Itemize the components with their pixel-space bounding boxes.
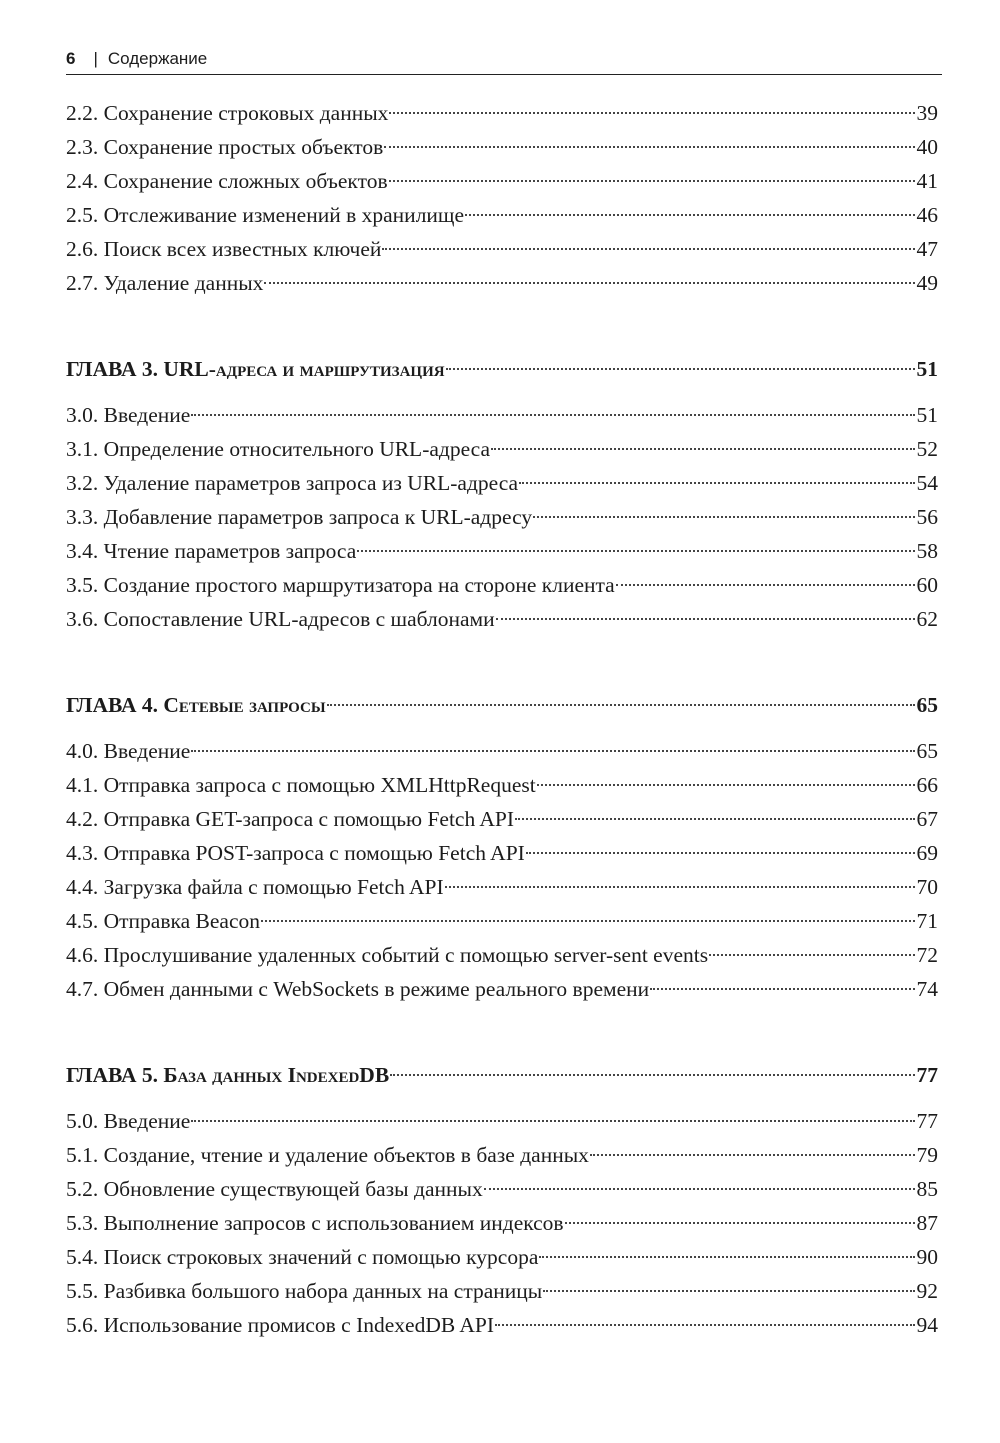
entry-title: 4.5. Отправка Beacon: [66, 909, 261, 933]
spacer: [66, 1092, 938, 1104]
entry-title: 2.4. Сохранение сложных объектов: [66, 169, 388, 193]
entry-title: 3.6. Сопоставление URL-адресов с шаблонами: [66, 607, 495, 631]
entry-page-number: 39: [916, 101, 938, 125]
chapter-heading[interactable]: [66, 1058, 938, 1092]
entry-page-number: 46: [916, 203, 938, 227]
toc-entry[interactable]: [66, 398, 938, 432]
dot-leader: [445, 886, 915, 888]
toc-entry[interactable]: [66, 904, 938, 938]
entry-title: 3.2. Удаление параметров запроса из URL-адреса: [66, 471, 519, 495]
dot-leader: [537, 784, 915, 786]
entry-title: 3.5. Создание простого маршрутизатора на стороне клиента: [66, 573, 615, 597]
dot-leader: [526, 852, 915, 854]
entry-page-number: 92: [916, 1279, 938, 1303]
entry-page-number: 47: [916, 237, 938, 261]
dot-leader: [390, 1074, 914, 1076]
entry-page-number: 52: [916, 437, 938, 461]
entry-page-number: 41: [916, 169, 938, 193]
dot-leader: [543, 1290, 914, 1292]
entry-page-number: 51: [916, 403, 938, 427]
entry-title: 3.1. Определение относительного URL-адреса: [66, 437, 491, 461]
entry-title: 4.1. Отправка запроса с помощью XMLHttpRequest: [66, 773, 536, 797]
toc-entry[interactable]: [66, 1138, 938, 1172]
entry-title: 4.6. Прослушивание удаленных событий с помощью server-sent events: [66, 943, 709, 967]
chapter-name: URL-адреса и маршрутизация: [163, 357, 445, 381]
dot-leader: [327, 704, 915, 706]
entry-page-number: 49: [916, 271, 938, 295]
dot-leader: [384, 146, 914, 148]
toc-entry[interactable]: [66, 164, 938, 198]
dot-leader: [565, 1222, 915, 1224]
toc-entry[interactable]: [66, 938, 938, 972]
dot-leader: [382, 248, 914, 250]
entry-page-number: 70: [916, 875, 938, 899]
dot-leader: [495, 1324, 914, 1326]
dot-leader: [590, 1154, 915, 1156]
dot-leader: [389, 112, 914, 114]
dot-leader: [539, 1256, 914, 1258]
toc-entry[interactable]: [66, 734, 938, 768]
toc-entry[interactable]: [66, 1206, 938, 1240]
toc-entry[interactable]: [66, 500, 938, 534]
toc-entry[interactable]: [66, 1274, 938, 1308]
spacer: [66, 722, 938, 734]
entry-title: 3.3. Добавление параметров запроса к URL-адресу: [66, 505, 533, 529]
entry-title: 5.3. Выполнение запросов с использованием индексов: [66, 1211, 564, 1235]
toc-entry[interactable]: [66, 130, 938, 164]
toc-block: [66, 96, 938, 300]
toc-entry[interactable]: [66, 1104, 938, 1138]
page-number: 6: [66, 49, 76, 68]
chapter-prefix: ГЛАВА 5.: [66, 1063, 164, 1087]
entry-title: 3.4. Чтение параметров запроса: [66, 539, 357, 563]
entry-page-number: 58: [916, 539, 938, 563]
toc-entry[interactable]: [66, 534, 938, 568]
entry-page-number: 79: [916, 1143, 938, 1167]
dot-leader: [616, 584, 915, 586]
entry-page-number: 62: [916, 607, 938, 631]
chapter-prefix: ГЛАВА 4.: [66, 693, 164, 717]
dot-leader: [446, 368, 915, 370]
spacer: [66, 386, 938, 398]
dot-leader: [709, 954, 914, 956]
entry-title: 2.3. Сохранение простых объектов: [66, 135, 384, 159]
entry-page-number: 65: [916, 739, 938, 763]
toc-entry[interactable]: [66, 870, 938, 904]
toc-entry[interactable]: [66, 198, 938, 232]
entry-title: 5.0. Введение: [66, 1109, 191, 1133]
entry-page-number: 40: [916, 135, 938, 159]
toc-entry[interactable]: [66, 1240, 938, 1274]
dot-leader: [264, 282, 914, 284]
entry-title: 4.4. Загрузка файла с помощью Fetch API: [66, 875, 444, 899]
toc-entry[interactable]: [66, 1172, 938, 1206]
chapter-page-number: 51: [916, 357, 938, 381]
entry-page-number: 77: [916, 1109, 938, 1133]
entry-title: 2.7. Удаление данных: [66, 271, 264, 295]
toc-entry[interactable]: [66, 802, 938, 836]
toc-entry[interactable]: [66, 1308, 938, 1342]
entry-title: 5.4. Поиск строковых значений с помощью курсора: [66, 1245, 539, 1269]
dot-leader: [491, 448, 914, 450]
entry-page-number: 71: [916, 909, 938, 933]
entry-page-number: 69: [916, 841, 938, 865]
chapter-title: [66, 1058, 389, 1092]
dot-leader: [650, 988, 914, 990]
toc-entry[interactable]: [66, 266, 938, 300]
entry-title: 4.0. Введение: [66, 739, 191, 763]
dot-leader: [261, 920, 914, 922]
page-header: [66, 48, 942, 75]
table-of-contents: [66, 96, 938, 1342]
dot-leader: [357, 550, 914, 552]
toc-entry[interactable]: [66, 836, 938, 870]
running-title: Содержание: [107, 49, 208, 68]
chapter-title: [66, 688, 326, 722]
entry-page-number: 90: [916, 1245, 938, 1269]
entry-page-number: 72: [916, 943, 938, 967]
entry-title: 4.3. Отправка POST-запроса с помощью Fetch API: [66, 841, 525, 865]
dot-leader: [465, 214, 914, 216]
toc-entry[interactable]: [66, 568, 938, 602]
entry-title: 5.6. Использование промисов с IndexedDB API: [66, 1313, 495, 1337]
entry-title: 2.5. Отслеживание изменений в хранилище: [66, 203, 465, 227]
toc-entry[interactable]: [66, 466, 938, 500]
dot-leader: [389, 180, 915, 182]
toc-entry[interactable]: [66, 432, 938, 466]
entry-title: 2.2. Сохранение строковых данных: [66, 101, 389, 125]
entry-page-number: 60: [916, 573, 938, 597]
entry-title: 4.7. Обмен данными с WebSockets в режиме реального времени: [66, 977, 650, 1001]
chapter-page-number: 65: [916, 693, 938, 717]
chapter-heading[interactable]: [66, 688, 938, 722]
entry-page-number: 56: [916, 505, 938, 529]
entry-page-number: 94: [916, 1313, 938, 1337]
entry-page-number: 87: [916, 1211, 938, 1235]
dot-leader: [519, 482, 914, 484]
toc-entry[interactable]: [66, 768, 938, 802]
dot-leader: [515, 818, 914, 820]
entry-title: 5.5. Разбивка большого набора данных на страницы: [66, 1279, 543, 1303]
entry-title: 5.2. Обновление существующей базы данных: [66, 1177, 483, 1201]
entry-title: 5.1. Создание, чтение и удаление объектов в базе данных: [66, 1143, 589, 1167]
header-separator: |: [93, 49, 98, 68]
dot-leader: [191, 750, 914, 752]
toc-entry[interactable]: [66, 232, 938, 266]
toc-block: [66, 1006, 938, 1342]
spacer: [66, 300, 938, 352]
entry-page-number: 85: [916, 1177, 938, 1201]
chapter-title: [66, 352, 445, 386]
entry-page-number: 66: [916, 773, 938, 797]
chapter-page-number: 77: [916, 1063, 938, 1087]
toc-block: [66, 636, 938, 1006]
dot-leader: [533, 516, 914, 518]
entry-title: 3.0. Введение: [66, 403, 191, 427]
entry-title: 2.6. Поиск всех известных ключей: [66, 237, 382, 261]
entry-page-number: 67: [916, 807, 938, 831]
chapter-prefix: ГЛАВА 3.: [66, 357, 164, 381]
toc-entry[interactable]: [66, 972, 938, 1006]
chapter-heading[interactable]: [66, 352, 938, 386]
dot-leader: [191, 1120, 914, 1122]
toc-entry[interactable]: [66, 602, 938, 636]
entry-page-number: 54: [916, 471, 938, 495]
entry-title: 4.2. Отправка GET-запроса с помощью Fetch API: [66, 807, 515, 831]
spacer: [66, 1006, 938, 1058]
entry-page-number: 74: [916, 977, 938, 1001]
toc-block: [66, 300, 938, 636]
dot-leader: [496, 618, 915, 620]
chapter-name: База данных IndexedDB: [163, 1063, 390, 1087]
chapter-name: Сетевые запросы: [163, 693, 326, 717]
toc-entry[interactable]: [66, 96, 938, 130]
dot-leader: [191, 414, 914, 416]
spacer: [66, 636, 938, 688]
dot-leader: [484, 1188, 915, 1190]
